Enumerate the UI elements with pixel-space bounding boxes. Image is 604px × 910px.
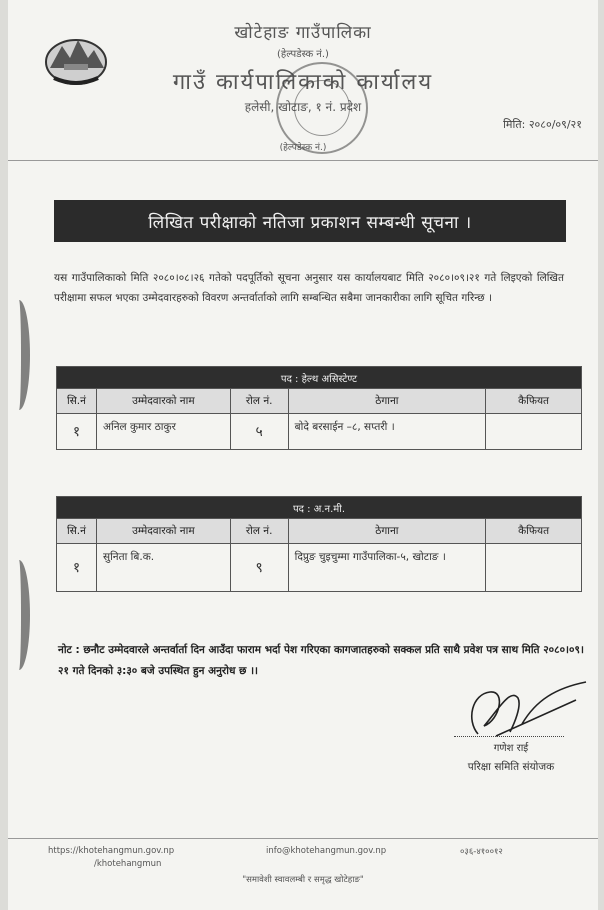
scan-shadow-mark [8,300,30,410]
signatory-role: परिक्षा समिति संयोजक [467,761,555,773]
column-header-serial: सि.नं [57,389,97,414]
column-header-remarks: कैफियत [486,519,582,544]
results-table-health-assistant [56,366,582,450]
table-row [57,414,582,450]
footer-website[interactable]: https://khotehangmun.gov.np [48,846,175,856]
cell-address: बोदे बरसाईन –८, सप्तरी । [288,414,486,450]
column-header-address: ठेगाना [288,389,486,414]
cell-name: अनिल कुमार ठाकुर [96,414,230,450]
cell-remarks [486,414,582,450]
footer-divider [8,838,598,839]
column-header-remarks: कैफियत [486,389,582,414]
handwritten-signature [426,680,602,740]
office-stamp [276,62,368,154]
column-header-name: उम्मेदवारको नाम [96,389,230,414]
cell-address: दिप्रुङ चुइचुम्मा गाउँपालिका-५, खोटाङ । [288,544,486,592]
post-title: पद : अ.न.मी. [57,497,582,519]
column-header-serial: सि.नं [57,519,97,544]
document-date: मिति: २०८०/०९/२१ [503,118,582,131]
cell-roll: ९ [230,544,288,592]
signature-block [426,680,602,790]
cell-remarks [486,544,582,592]
footer-social[interactable]: /khotehangmun [94,859,162,869]
header-subline: (हेल्पडेस्क नं.) [277,49,329,60]
note-text: नोट : छनौट उम्मेदवारले अन्तर्वार्ता दिन आउँदा फाराम भर्दा पेश गरिएका कागजातहरुको सक्कल प्रति साथै प्रवेश पत्र साथ मिति २०८०।०९।२१ गते दिनको ३:३० बजे उपस्थित हुन अनुरोध छ ।। [58,644,584,677]
office-name: गाउँ कार्यपालिकाको कार्यालय [172,70,434,95]
header-divider [8,160,598,161]
header-subline: (हेल्पडेस्क नं.) [279,143,327,153]
notice-title: लिखित परीक्षाको नतिजा प्रकाशन सम्बन्धी सूचना । [54,200,566,242]
post-title: पद : हेल्थ असिस्टेण्ट [57,367,582,389]
cell-roll: ५ [230,414,288,450]
column-header-roll: रोल नं. [230,389,288,414]
footer-email[interactable]: info@khotehangmun.gov.np [266,846,387,856]
column-header-roll: रोल नं. [230,519,288,544]
results-table-anm [56,496,582,592]
column-header-name: उम्मेदवारको नाम [96,519,230,544]
office-address: हलेसी, खोटाङ, १ नं. प्रदेश [244,100,362,114]
municipality-name: खोटेहाङ गाउँपालिका [234,23,372,43]
cell-serial: १ [57,544,97,592]
signatory-name: गणेश राई [493,743,529,754]
cell-serial: १ [57,414,97,450]
footer-phone: ०३६-४१००१२ [460,847,503,857]
scan-shadow-mark [8,560,30,670]
document-page [8,0,598,910]
footer-slogan: "समावेशी स्वावलम्बी र समृद्ध खोटेहाङ" [242,875,364,885]
cell-name: सुनिता बि.क. [96,544,230,592]
intro-paragraph: यस गाउँपालिकाको मिति २०८०।०८।२६ गतेको पदपूर्तिको सूचना अनुसार यस कार्यालयबाट मिति २०८०।०९।२१ गते लिइएको लिखित परीक्षामा सफल भएका उम्मेदवारहरुको विवरण अन्तर्वार्ताको लागि सम्बन्धित सबैमा जानकारीका लागि सूचित गरिन्छ । [54,272,564,304]
column-header-address: ठेगाना [288,519,486,544]
signature-line [454,736,564,737]
table-row [57,544,582,592]
